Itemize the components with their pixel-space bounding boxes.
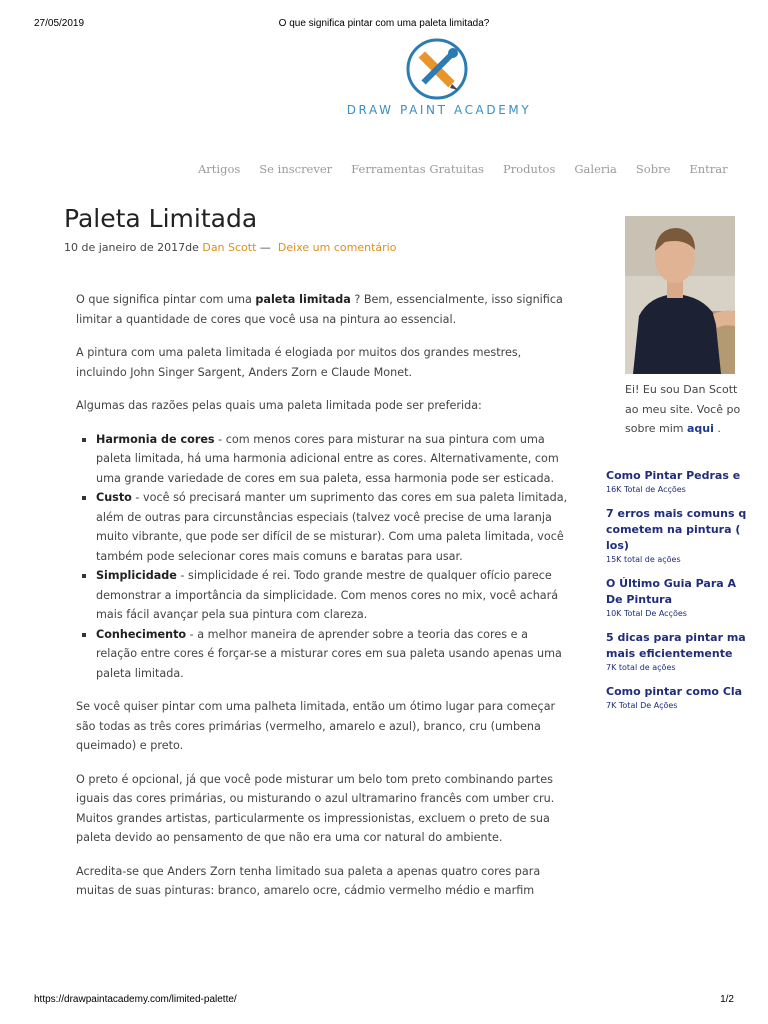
share-count: 10K Total De Acções bbox=[606, 609, 687, 618]
popular-posts bbox=[606, 468, 768, 721]
bio-line: ao meu site. Você po bbox=[625, 402, 741, 416]
print-page-title: O que significa pintar com uma paleta limitada? bbox=[278, 18, 490, 29]
reason-text: - a melhor maneira de aprender sobre a teoria das cores e a relação entre cores é forçar-se a misturar cores em sua paleta usando apenas uma paleta limitada. bbox=[96, 627, 562, 680]
nav-produtos[interactable]: Produtos bbox=[502, 162, 556, 176]
paragraph-black: O preto é opcional, já que você pode misturar um belo tom preto combinando partes iguais das cores primárias, ou misturando o azul ultramarino francês com umber cru. Muitos grandes artistas, particularmente os impressionistas, excluem o preto de sua paleta devido ao pensamento de que não era uma cor natural do ambiente. bbox=[76, 772, 555, 844]
share-count: 7K Total De Ações bbox=[606, 701, 678, 710]
author-link[interactable]: Dan Scott bbox=[202, 241, 257, 254]
nav-se-inscrever[interactable]: Se inscrever bbox=[259, 162, 333, 176]
print-date: 27/05/2019 bbox=[34, 18, 85, 29]
intro-text-end: ? Bem, essencialmente, isso significa limitar a quantidade de cores que você usa na pintura ao essencial. bbox=[76, 293, 563, 326]
list-item[interactable] bbox=[606, 576, 768, 619]
sidebar bbox=[606, 216, 768, 736]
paragraph-masters: A pintura com uma paleta limitada é elogiada por muitos dos grandes mestres, incluindo John Singer Sargent, Anders Zorn e Claude Monet. bbox=[76, 346, 522, 379]
reason-text: - com menos cores para misturar na sua pintura com uma paleta limitada, há uma harmonia adicional entre as cores. Alternativamente, com uma grande variedade de cores em sua paleta, essa harmonia pode ser esticada. bbox=[96, 432, 559, 485]
paragraph-reasons-intro: Algumas das razões pelas quais uma paleta limitada pode ser preferida: bbox=[76, 399, 482, 412]
bio-about-link[interactable]: aqui bbox=[686, 422, 714, 435]
intro-text-start: O que significa pintar com uma bbox=[76, 293, 256, 306]
list-item bbox=[96, 625, 568, 684]
list-item[interactable] bbox=[606, 468, 768, 495]
reason-text: - você só precisará manter um suprimento das cores em sua paleta limitada, além de outras para circunstâncias especiais (talvez você precise de uma laranja muito vibrante, que pode ser difícil de se misturar). Com uma paleta limitada, você também pode selecionar cores mais comuns e baratas para usar. bbox=[96, 491, 568, 563]
post-date: 10 de janeiro de 2017 bbox=[64, 241, 186, 254]
list-item[interactable] bbox=[606, 630, 768, 673]
article-body bbox=[76, 290, 568, 915]
nav-sobre[interactable]: Sobre bbox=[635, 162, 671, 176]
popular-post-title[interactable]: Como Pintar Pedras e bbox=[606, 469, 741, 482]
main-nav bbox=[198, 162, 747, 176]
bio-text: sobre mim bbox=[625, 422, 687, 435]
paragraph-zorn: Acredita-se que Anders Zorn tenha limitado sua paleta a apenas quatro cores para muitas de suas pinturas: branco, amarelo ocre, cádmio vermelho médio e marfim bbox=[76, 864, 541, 897]
share-count: 7K total de ações bbox=[606, 663, 676, 672]
popular-post-title[interactable]: 5 dicas para pintar ma bbox=[606, 631, 746, 644]
popular-post-title[interactable]: mais eficientemente bbox=[606, 647, 733, 660]
popular-post-title[interactable]: cometem na pintura ( bbox=[606, 523, 741, 536]
post-meta bbox=[64, 241, 396, 254]
nav-entrar[interactable]: Entrar bbox=[689, 162, 728, 176]
popular-post-title[interactable]: Como pintar como Cla bbox=[606, 685, 743, 698]
meta-separator: — bbox=[259, 241, 271, 254]
list-item[interactable] bbox=[606, 684, 768, 711]
post-title: Paleta Limitada bbox=[64, 204, 258, 233]
reason-term: Custo bbox=[96, 491, 132, 504]
reasons-list bbox=[76, 430, 568, 684]
print-url: https://drawpaintacademy.com/limited-palette/ bbox=[34, 994, 237, 1005]
bio-line bbox=[625, 419, 768, 439]
popular-post-title[interactable]: los) bbox=[606, 539, 629, 552]
author-bio bbox=[625, 380, 768, 439]
reason-text: - simplicidade é rei. Todo grande mestre de qualquer ofício parece demonstrar a importância da simplicidade. Com menos cores no mix, você achará mais fácil avançar pela sua pintura com clareza. bbox=[96, 569, 559, 621]
share-count: 15K total de ações bbox=[606, 555, 681, 564]
paragraph-primaries: Se você quiser pintar com uma palheta limitada, então um ótimo lugar para começar são todas as três cores primárias (vermelho, amarelo e azul), branco, cru (umbena queimado) e preto. bbox=[76, 700, 556, 752]
author-prefix: de bbox=[185, 241, 199, 254]
list-item bbox=[96, 488, 568, 566]
share-count: 16K Total de Acções bbox=[606, 485, 686, 494]
print-page-number: 1/2 bbox=[720, 994, 734, 1005]
list-item bbox=[96, 430, 568, 489]
bio-text: . bbox=[713, 422, 721, 435]
popular-post-title[interactable]: O Último Guia Para A bbox=[606, 577, 737, 590]
popular-post-title[interactable]: 7 erros mais comuns q bbox=[606, 507, 747, 520]
list-item bbox=[96, 566, 568, 625]
nav-artigos[interactable]: Artigos bbox=[198, 162, 241, 176]
intro-bold-term: paleta limitada bbox=[255, 293, 351, 306]
brand-name: DRAW PAINT ACADEMY bbox=[346, 103, 532, 117]
nav-galeria[interactable]: Galeria bbox=[574, 162, 617, 176]
reason-term: Simplicidade bbox=[96, 569, 177, 582]
paragraph-intro bbox=[76, 290, 568, 329]
bio-line: Ei! Eu sou Dan Scott bbox=[625, 383, 738, 396]
reason-term: Harmonia de cores bbox=[96, 432, 215, 446]
author-photo bbox=[625, 216, 735, 374]
reason-term: Conhecimento bbox=[96, 627, 187, 641]
list-item[interactable] bbox=[606, 506, 768, 565]
draw-paint-academy-logo[interactable] bbox=[404, 36, 470, 102]
comment-link[interactable]: Deixe um comentário bbox=[277, 241, 397, 254]
popular-post-title[interactable]: De Pintura bbox=[606, 593, 673, 606]
nav-ferramentas-gratuitas[interactable]: Ferramentas Gratuitas bbox=[351, 162, 484, 176]
